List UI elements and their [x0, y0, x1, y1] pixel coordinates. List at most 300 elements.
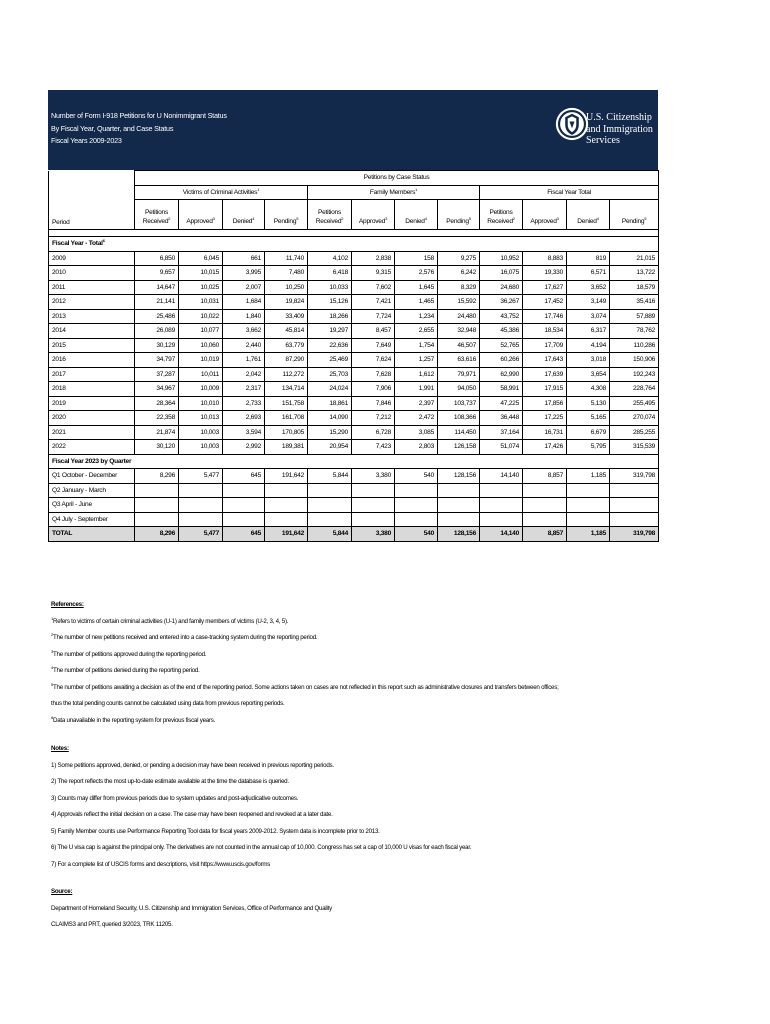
row-value: 17,426 [523, 440, 567, 455]
row-value [480, 512, 523, 527]
row-value [395, 498, 438, 513]
table-row [49, 251, 659, 266]
row-value: 43,752 [480, 309, 523, 324]
row-value: 1,840 [223, 309, 265, 324]
row-value: 2,693 [223, 411, 265, 426]
row-value: 16,731 [523, 425, 567, 440]
row-value: 62,990 [480, 367, 523, 382]
row-value [223, 498, 265, 513]
row-value [438, 483, 480, 498]
group-victims-label: Victims of Criminal Activities [182, 188, 258, 196]
row-value: 5,844 [308, 469, 352, 484]
row-value: 645 [223, 469, 265, 484]
fy-total-section-cell [49, 237, 659, 252]
col-header-7 [438, 200, 480, 230]
reference-item [51, 614, 559, 631]
row-value [135, 512, 179, 527]
row-value: 22,636 [308, 338, 352, 353]
note-item: 3) Counts may differ from previous periods due to system updates and post-adjudicative outcomes. [51, 794, 299, 802]
row-value: 8,883 [523, 251, 567, 266]
row-value: 192,243 [610, 367, 659, 382]
reference-item [51, 647, 559, 664]
row-value: 3,380 [352, 469, 395, 484]
row-value: 18,579 [610, 280, 659, 295]
row-value: 25,486 [135, 309, 179, 324]
row-value: 645 [223, 527, 265, 542]
row-period: 2020 [49, 411, 135, 426]
row-value: 319,798 [610, 527, 659, 542]
row-value: 2,576 [395, 266, 438, 281]
row-value: 15,126 [308, 295, 352, 310]
group-family-sup: 1 [415, 186, 418, 192]
reference-text: The number of petitions approved during the reporting period. [52, 650, 207, 658]
row-value: 319,798 [610, 469, 659, 484]
row-value: 19,330 [523, 266, 567, 281]
row-value: 5,130 [567, 396, 610, 411]
col-header-label: Approved [186, 218, 213, 225]
source-line-2: CLAIMS3 and PRT, queried 3/2023, TRK 11205. [51, 921, 173, 928]
row-value: 112,272 [265, 367, 308, 382]
quarter-section [49, 454, 659, 469]
row-value: 228,764 [610, 382, 659, 397]
row-value: 7,624 [352, 353, 395, 368]
reference-text: Data unavailable in the reporting system for previous fiscal years. [52, 716, 216, 724]
row-value: 6,418 [308, 266, 352, 281]
notes-heading: Notes: [51, 745, 69, 752]
row-value: 14,647 [135, 280, 179, 295]
row-value: 45,386 [480, 324, 523, 339]
row-value [567, 512, 610, 527]
row-value: 87,290 [265, 353, 308, 368]
table-row [49, 483, 659, 498]
table-row [49, 411, 659, 426]
row-value [523, 498, 567, 513]
row-value: 126,158 [438, 440, 480, 455]
row-value: 33,409 [265, 309, 308, 324]
row-value: 2,838 [352, 251, 395, 266]
row-value: 10,022 [179, 309, 223, 324]
row-value [135, 498, 179, 513]
col-header-4 [308, 200, 352, 230]
row-value: 7,480 [265, 266, 308, 281]
row-value: 10,060 [179, 338, 223, 353]
row-value [308, 512, 352, 527]
dhs-seal-icon [555, 107, 589, 141]
row-value: 1,612 [395, 367, 438, 382]
row-value: 255,495 [610, 396, 659, 411]
row-value: 7,423 [352, 440, 395, 455]
notes-section [51, 741, 471, 873]
row-value: 94,050 [438, 382, 480, 397]
row-value: 134,714 [265, 382, 308, 397]
row-value: 5,477 [179, 469, 223, 484]
row-value: 3,149 [567, 295, 610, 310]
row-value: 7,906 [352, 382, 395, 397]
row-value: 36,267 [480, 295, 523, 310]
col-header-sup: 5 [644, 215, 647, 221]
note-item: 2) The report reflects the most up-to-date estimate available at the time the database is queried. [51, 778, 289, 785]
row-value: 32,948 [438, 324, 480, 339]
row-value: 8,857 [523, 527, 567, 542]
table-row [49, 309, 659, 324]
row-value: 78,762 [610, 324, 659, 339]
row-value: 3,995 [223, 266, 265, 281]
table-row [49, 469, 659, 484]
table-row [49, 338, 659, 353]
row-value: 21,874 [135, 425, 179, 440]
col-header-label: Denied [577, 218, 597, 225]
row-value: 1,991 [395, 382, 438, 397]
note-item: 7) For a complete list of USCIS forms and descriptions, visit https://www.uscis.gov/forms [51, 860, 271, 868]
fy-total-section [49, 237, 659, 252]
row-value: 17,627 [523, 280, 567, 295]
col-header-sup: 3 [385, 215, 388, 221]
col-header-sup: 4 [596, 215, 599, 221]
row-value [135, 483, 179, 498]
row-value: 7,602 [352, 280, 395, 295]
reference-item [51, 713, 559, 730]
table-row [49, 512, 659, 527]
row-value: 7,649 [352, 338, 395, 353]
period-header: Period [49, 200, 135, 230]
row-value: 191,642 [265, 527, 308, 542]
row-value: 3,662 [223, 324, 265, 339]
row-value: 51,074 [480, 440, 523, 455]
row-value: 63,779 [265, 338, 308, 353]
row-value [352, 483, 395, 498]
col-header-sup: 4 [424, 215, 427, 221]
row-value: 2,992 [223, 440, 265, 455]
row-value [265, 483, 308, 498]
row-value: 35,416 [610, 295, 659, 310]
row-value: 15,592 [438, 295, 480, 310]
row-value: 1,761 [223, 353, 265, 368]
row-value: 6,045 [179, 251, 223, 266]
row-value: 158 [395, 251, 438, 266]
reference-sup: 4 [51, 664, 53, 670]
row-value: 2,440 [223, 338, 265, 353]
row-value: 10,250 [265, 280, 308, 295]
fy-total-section-label: Fiscal Year - Total [52, 240, 103, 248]
row-value: 14,090 [308, 411, 352, 426]
row-period: 2012 [49, 295, 135, 310]
col-header-line1: Petitions [144, 209, 169, 216]
references-section [51, 597, 559, 729]
row-value: 60,266 [480, 353, 523, 368]
col-header-line1: Petitions [489, 209, 513, 216]
row-period: Q4 July - September [49, 512, 135, 527]
agency-name [586, 112, 653, 147]
col-header-9 [523, 200, 567, 230]
row-value [265, 498, 308, 513]
col-header-sup: 2 [512, 215, 515, 221]
row-period: 2021 [49, 425, 135, 440]
row-value: 3,018 [567, 353, 610, 368]
row-period: TOTAL [49, 527, 135, 542]
reference-sup: 5 [51, 681, 53, 687]
row-value: 10,952 [480, 251, 523, 266]
row-value: 151,758 [265, 396, 308, 411]
row-period: 2014 [49, 324, 135, 339]
row-value: 47,225 [480, 396, 523, 411]
row-value: 28,364 [135, 396, 179, 411]
reference-item [51, 663, 559, 680]
table-row [49, 382, 659, 397]
title-line-2: By Fiscal Year, Quarter, and Case Status [51, 123, 174, 133]
col-header-10 [567, 200, 610, 230]
row-value: 128,156 [438, 469, 480, 484]
row-value: 191,642 [265, 469, 308, 484]
table-row [49, 498, 659, 513]
table-row [49, 324, 659, 339]
row-value: 6,317 [567, 324, 610, 339]
row-value: 7,628 [352, 367, 395, 382]
col-header-label: Pending [621, 218, 645, 225]
col-header-2 [223, 200, 265, 230]
row-value: 9,275 [438, 251, 480, 266]
row-value: 17,639 [523, 367, 567, 382]
row-value: 9,657 [135, 266, 179, 281]
row-period: 2018 [49, 382, 135, 397]
reference-text: thus the total pending counts cannot be calculated using data from previous reporting periods. [51, 700, 285, 707]
group-family [308, 185, 480, 200]
spacer-row [49, 230, 659, 237]
col-header-1 [179, 200, 223, 230]
row-value: 1,257 [395, 353, 438, 368]
row-value: 6,850 [135, 251, 179, 266]
col-header-label: Denied [405, 218, 425, 225]
row-period: 2019 [49, 396, 135, 411]
row-value: 57,889 [610, 309, 659, 324]
table-row [49, 295, 659, 310]
agency-line-3: Services [586, 135, 620, 146]
row-value: 19,297 [308, 324, 352, 339]
row-value: 3,380 [352, 527, 395, 542]
row-value: 8,296 [135, 527, 179, 542]
row-value [610, 483, 659, 498]
agency-line-1: U.S. Citizenship [586, 112, 652, 123]
row-value: 4,308 [567, 382, 610, 397]
col-header-sup: 2 [168, 215, 171, 221]
row-value [610, 512, 659, 527]
row-value: 6,242 [438, 266, 480, 281]
row-value: 17,643 [523, 353, 567, 368]
group-family-label: Family Members [369, 188, 416, 196]
row-value: 11,740 [265, 251, 308, 266]
row-value: 10,009 [179, 382, 223, 397]
row-value: 37,164 [480, 425, 523, 440]
row-value: 1,754 [395, 338, 438, 353]
row-value: 7,212 [352, 411, 395, 426]
table-row [49, 367, 659, 382]
row-value: 108,366 [438, 411, 480, 426]
row-value: 14,140 [480, 469, 523, 484]
col-header-label: Approved [530, 218, 557, 225]
row-value: 13,722 [610, 266, 659, 281]
fy-total-section-sup: 6 [102, 238, 105, 244]
row-value: 10,031 [179, 295, 223, 310]
col-header-sup: 4 [252, 215, 255, 221]
row-value: 10,077 [179, 324, 223, 339]
row-value: 3,652 [567, 280, 610, 295]
col-header-label: Denied [232, 218, 253, 225]
row-value: 14,140 [480, 527, 523, 542]
quarter-section-label: Fiscal Year 2023 by Quarter [52, 457, 132, 465]
row-value: 17,746 [523, 309, 567, 324]
row-value: 46,507 [438, 338, 480, 353]
row-value [523, 512, 567, 527]
row-value: 4,194 [567, 338, 610, 353]
row-value: 18,266 [308, 309, 352, 324]
row-value: 10,003 [179, 440, 223, 455]
row-period: 2017 [49, 367, 135, 382]
row-value [480, 498, 523, 513]
table-row [49, 440, 659, 455]
row-value: 540 [395, 527, 438, 542]
quarter-section-cell [49, 454, 659, 469]
row-period: 2013 [49, 309, 135, 324]
row-value: 25,703 [308, 367, 352, 382]
row-value: 4,102 [308, 251, 352, 266]
reference-sup: 3 [51, 648, 53, 654]
row-value: 16,075 [480, 266, 523, 281]
row-value: 2,317 [223, 382, 265, 397]
row-value: 1,185 [567, 469, 610, 484]
row-value [223, 483, 265, 498]
row-value: 15,290 [308, 425, 352, 440]
row-value: 21,141 [135, 295, 179, 310]
col-header-8 [480, 200, 523, 230]
row-value: 19,824 [265, 295, 308, 310]
row-period: 2009 [49, 251, 135, 266]
reference-sup: 2 [51, 631, 53, 637]
row-period: Q3 April - June [49, 498, 135, 513]
row-value: 58,991 [480, 382, 523, 397]
row-value: 128,156 [438, 527, 480, 542]
col-header-label: Pending [446, 218, 469, 225]
row-value: 10,025 [179, 280, 223, 295]
agency-line-2: and Immigration [586, 123, 653, 135]
row-value: 10,010 [179, 396, 223, 411]
reference-sup: 1 [51, 615, 53, 621]
row-value: 17,856 [523, 396, 567, 411]
row-value: 17,452 [523, 295, 567, 310]
row-value: 9,315 [352, 266, 395, 281]
col-header-3 [265, 200, 308, 230]
col-header-sup: 3 [556, 215, 559, 221]
row-period: Q2 January - March [49, 483, 135, 498]
note-item: 5) Family Member counts use Performance Reporting Tool data for fiscal years 2009-2012. System data is incomplete prior to 2013. [51, 827, 380, 835]
header-banner [48, 90, 658, 170]
col-header-sup: 5 [468, 215, 471, 221]
reference-sup: 6 [51, 714, 53, 720]
source-heading: Source: [51, 888, 73, 895]
title-line-3: Fiscal Years 2009-2023 [51, 136, 122, 145]
row-value [179, 498, 223, 513]
row-value: 8,457 [352, 324, 395, 339]
row-value: 21,015 [610, 251, 659, 266]
row-value: 5,477 [179, 527, 223, 542]
row-value: 20,954 [308, 440, 352, 455]
row-value: 2,472 [395, 411, 438, 426]
col-header-11 [610, 200, 659, 230]
reference-item [51, 680, 559, 697]
reference-text: Refers to victims of certain criminal activities (U-1) and family members of victims (U-2, 3, 4, 5). [52, 617, 289, 625]
row-period: 2015 [49, 338, 135, 353]
reference-text: The number of new petitions received and entered into a case-tracking system during the reporting period. [52, 634, 318, 641]
row-value: 6,679 [567, 425, 610, 440]
row-value [308, 483, 352, 498]
row-value [395, 512, 438, 527]
row-value: 79,971 [438, 367, 480, 382]
row-value: 150,906 [610, 353, 659, 368]
petitions-table [48, 170, 659, 542]
row-value [438, 512, 480, 527]
row-value: 22,358 [135, 411, 179, 426]
row-value: 270,074 [610, 411, 659, 426]
row-value: 37,287 [135, 367, 179, 382]
row-value [567, 498, 610, 513]
row-value: 5,844 [308, 527, 352, 542]
note-item: 6) The U visa cap is against the principal only. The derivatives are not counted in the annual cap of 10,000. Congress has set a cap of 10,000 U visas for each fiscal year. [51, 844, 472, 851]
report-sheet [48, 90, 658, 542]
row-value: 52,765 [480, 338, 523, 353]
col-header-sup: 3 [212, 215, 215, 221]
row-value: 10,033 [308, 280, 352, 295]
row-value: 36,448 [480, 411, 523, 426]
row-value: 661 [223, 251, 265, 266]
row-value: 10,011 [179, 367, 223, 382]
col-header-sup: 2 [341, 215, 344, 221]
row-value: 1,684 [223, 295, 265, 310]
title-line-1: Number of Form I-918 Petitions for U Nonimmigrant Status [51, 111, 227, 120]
row-value: 1,185 [567, 527, 610, 542]
table-row [49, 280, 659, 295]
source-section [51, 884, 332, 934]
row-value: 24,480 [438, 309, 480, 324]
row-value [395, 483, 438, 498]
header-petitions-by-status: Petitions by Case Status [135, 171, 659, 186]
col-header-0 [135, 200, 179, 230]
row-value [223, 512, 265, 527]
total-row [49, 527, 659, 542]
row-value [480, 483, 523, 498]
row-value: 540 [395, 469, 438, 484]
row-value: 8,329 [438, 280, 480, 295]
row-value: 110,286 [610, 338, 659, 353]
row-value: 8,296 [135, 469, 179, 484]
row-value: 25,469 [308, 353, 352, 368]
col-header-label: Received [487, 218, 513, 225]
row-value: 45,814 [265, 324, 308, 339]
row-value: 819 [567, 251, 610, 266]
row-value: 30,120 [135, 440, 179, 455]
row-value: 17,915 [523, 382, 567, 397]
reference-text: The number of petitions denied during the reporting period. [52, 667, 200, 674]
col-header-line1: Petitions [317, 209, 342, 216]
row-value: 10,015 [179, 266, 223, 281]
col-header-5 [352, 200, 395, 230]
row-value [610, 498, 659, 513]
row-value: 34,967 [135, 382, 179, 397]
row-value: 2,007 [223, 280, 265, 295]
source-line-1: Department of Homeland Security, U.S. Citizenship and Immigration Services, Office of Performance and Quality [51, 904, 332, 912]
row-value: 1,234 [395, 309, 438, 324]
col-header-6 [395, 200, 438, 230]
row-value: 5,795 [567, 440, 610, 455]
row-value: 7,846 [352, 396, 395, 411]
table-row [49, 396, 659, 411]
